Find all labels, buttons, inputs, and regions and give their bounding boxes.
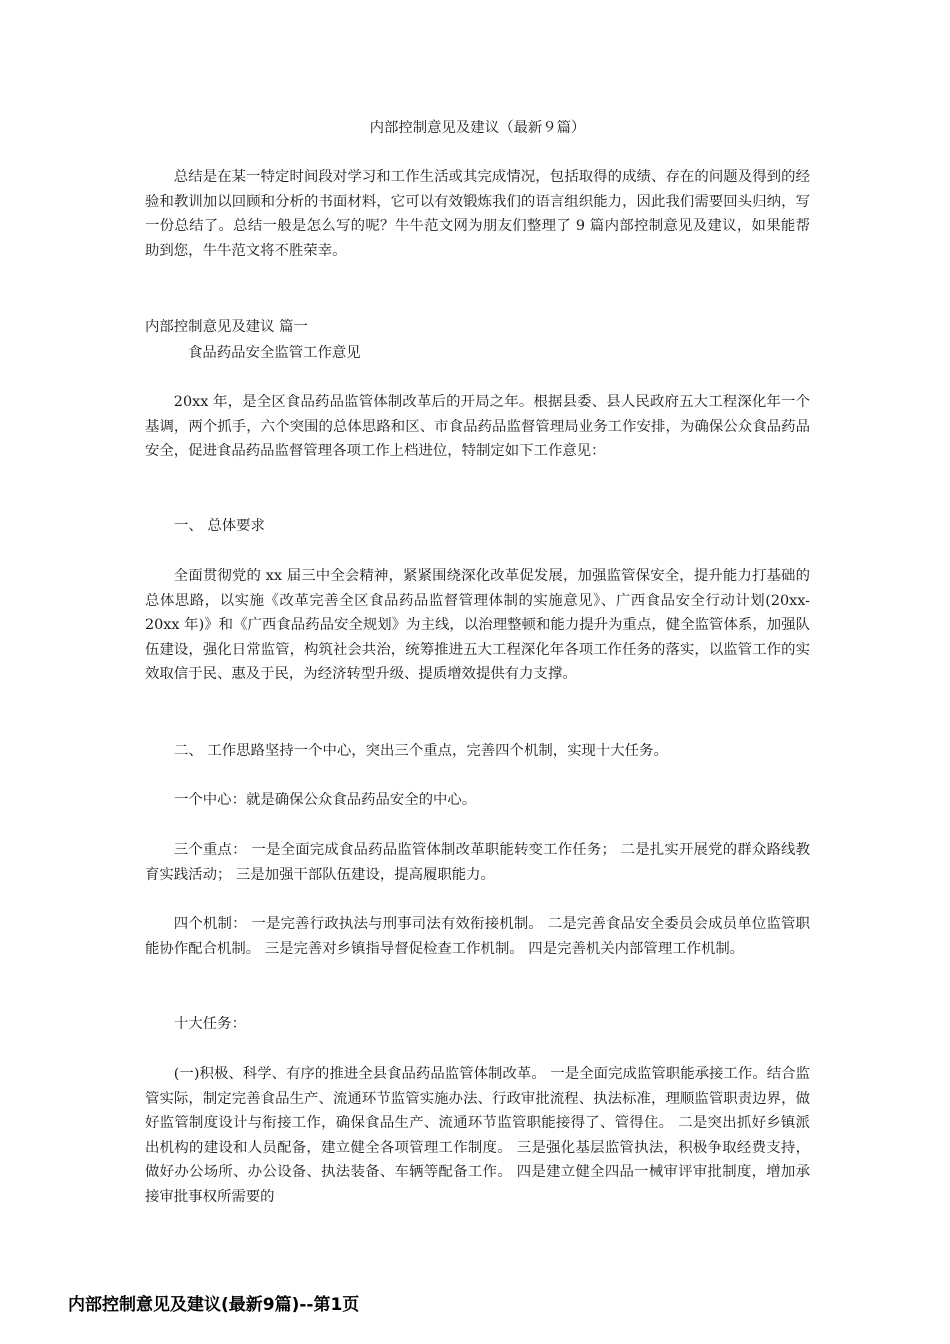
paragraph-ten-tasks: 十大任务： (174, 1016, 246, 1032)
paragraph-one-center: 一个中心：就是确保公众食品药品安全的中心。 (174, 792, 477, 808)
paragraph-task-1: (一)积极、科学、有序的推进全县食品药品监管体制改革。 一是全面完成监管职能承接工作。结合监管实际，制定完善食品生产、流通环节监管实施办法、行政审批流程、执法标准，理顺监管职责边界，做好监管制度设计与衔接工作，确保食品生产、流通环节监管职能接得了、管得住。 二是突出抓好乡镇派出机构的建设和人员配备，建立健全各项管理工作制度。 三是强化基层监管执法，积极争取经费支持，做好办公场所、办公设备、执法装备、车辆等配备工作。 四是建立健全四品一械审评审批制度，增加承接审批事权所需要的 (145, 1066, 810, 1205)
intro-paragraph: 总结是在某一特定时间段对学习和工作生活或其完成情况，包括取得的成绩、存在的问题及得到的经验和教训加以回顾和分析的书面材料，它可以有效锻炼我们的语言组织能力，因此我们需要回头归纳，写一份总结了。总结一般是怎么写的呢？牛牛范文网为朋友们整理了 9 篇内部控制意见及建议，如果能帮助到您，牛牛范文将不胜荣幸。 (145, 169, 810, 259)
paragraph-four-mechanisms: 四个机制： 一是完善行政执法与刑事司法有效衔接机制。 二是完善食品安全委员会成员单位监管职能协作配合机制。 三是完善对乡镇指导督促检查工作机制。 四是完善机关内部管理工作机制。 (145, 916, 810, 957)
page-footer: 内部控制意见及建议(最新9篇)--第1页 (68, 1295, 360, 1315)
paragraph-three-priorities: 三个重点： 一是全面完成食品药品监管体制改革职能转变工作任务； 二是扎实开展党的群众路线教育实践活动； 三是加强干部队伍建设，提高履职能力。 (145, 842, 810, 883)
section-subtitle: 食品药品安全监管工作意见 (188, 345, 361, 361)
document-title: 内部控制意见及建议（最新９篇） (369, 120, 586, 136)
heading-general-requirements: 一、 总体要求 (174, 518, 265, 534)
section-heading: 内部控制意见及建议 篇一 (145, 319, 308, 335)
paragraph-1: 20xx 年，是全区食品药品监管体制改革后的开局之年。根据县委、县人民政府五大工程深化年一个基调，两个抓手，六个突围的总体思路和区、市食品药品监督管理局业务工作安排，为确保公众食品药品安全，促进食品药品监督管理各项工作上档进位，特制定如下工作意见： (145, 394, 810, 460)
paragraph-2: 全面贯彻党的 xx 届三中全会精神，紧紧围绕深化改革促发展，加强监管保安全，提升能力打基础的总体思路，以实施《改革完善全区食品药品监督管理体制的实施意见》、广西食品安全行动计划(20xx-20xx 年)》和《广西食品药品安全规划》为主线，以治理整顿和能力提升为重点，健全监管体系，加强队伍建设，强化日常监管，构筑社会共治，统筹推进五大工程深化年各项工作任务的落实，以监管工作的实效取信于民、惠及于民，为经济转型升级、提质增效提供有力支撑。 (145, 568, 810, 683)
heading-work-approach: 二、 工作思路坚持一个中心，突出三个重点，完善四个机制，实现十大任务。 (174, 743, 668, 759)
